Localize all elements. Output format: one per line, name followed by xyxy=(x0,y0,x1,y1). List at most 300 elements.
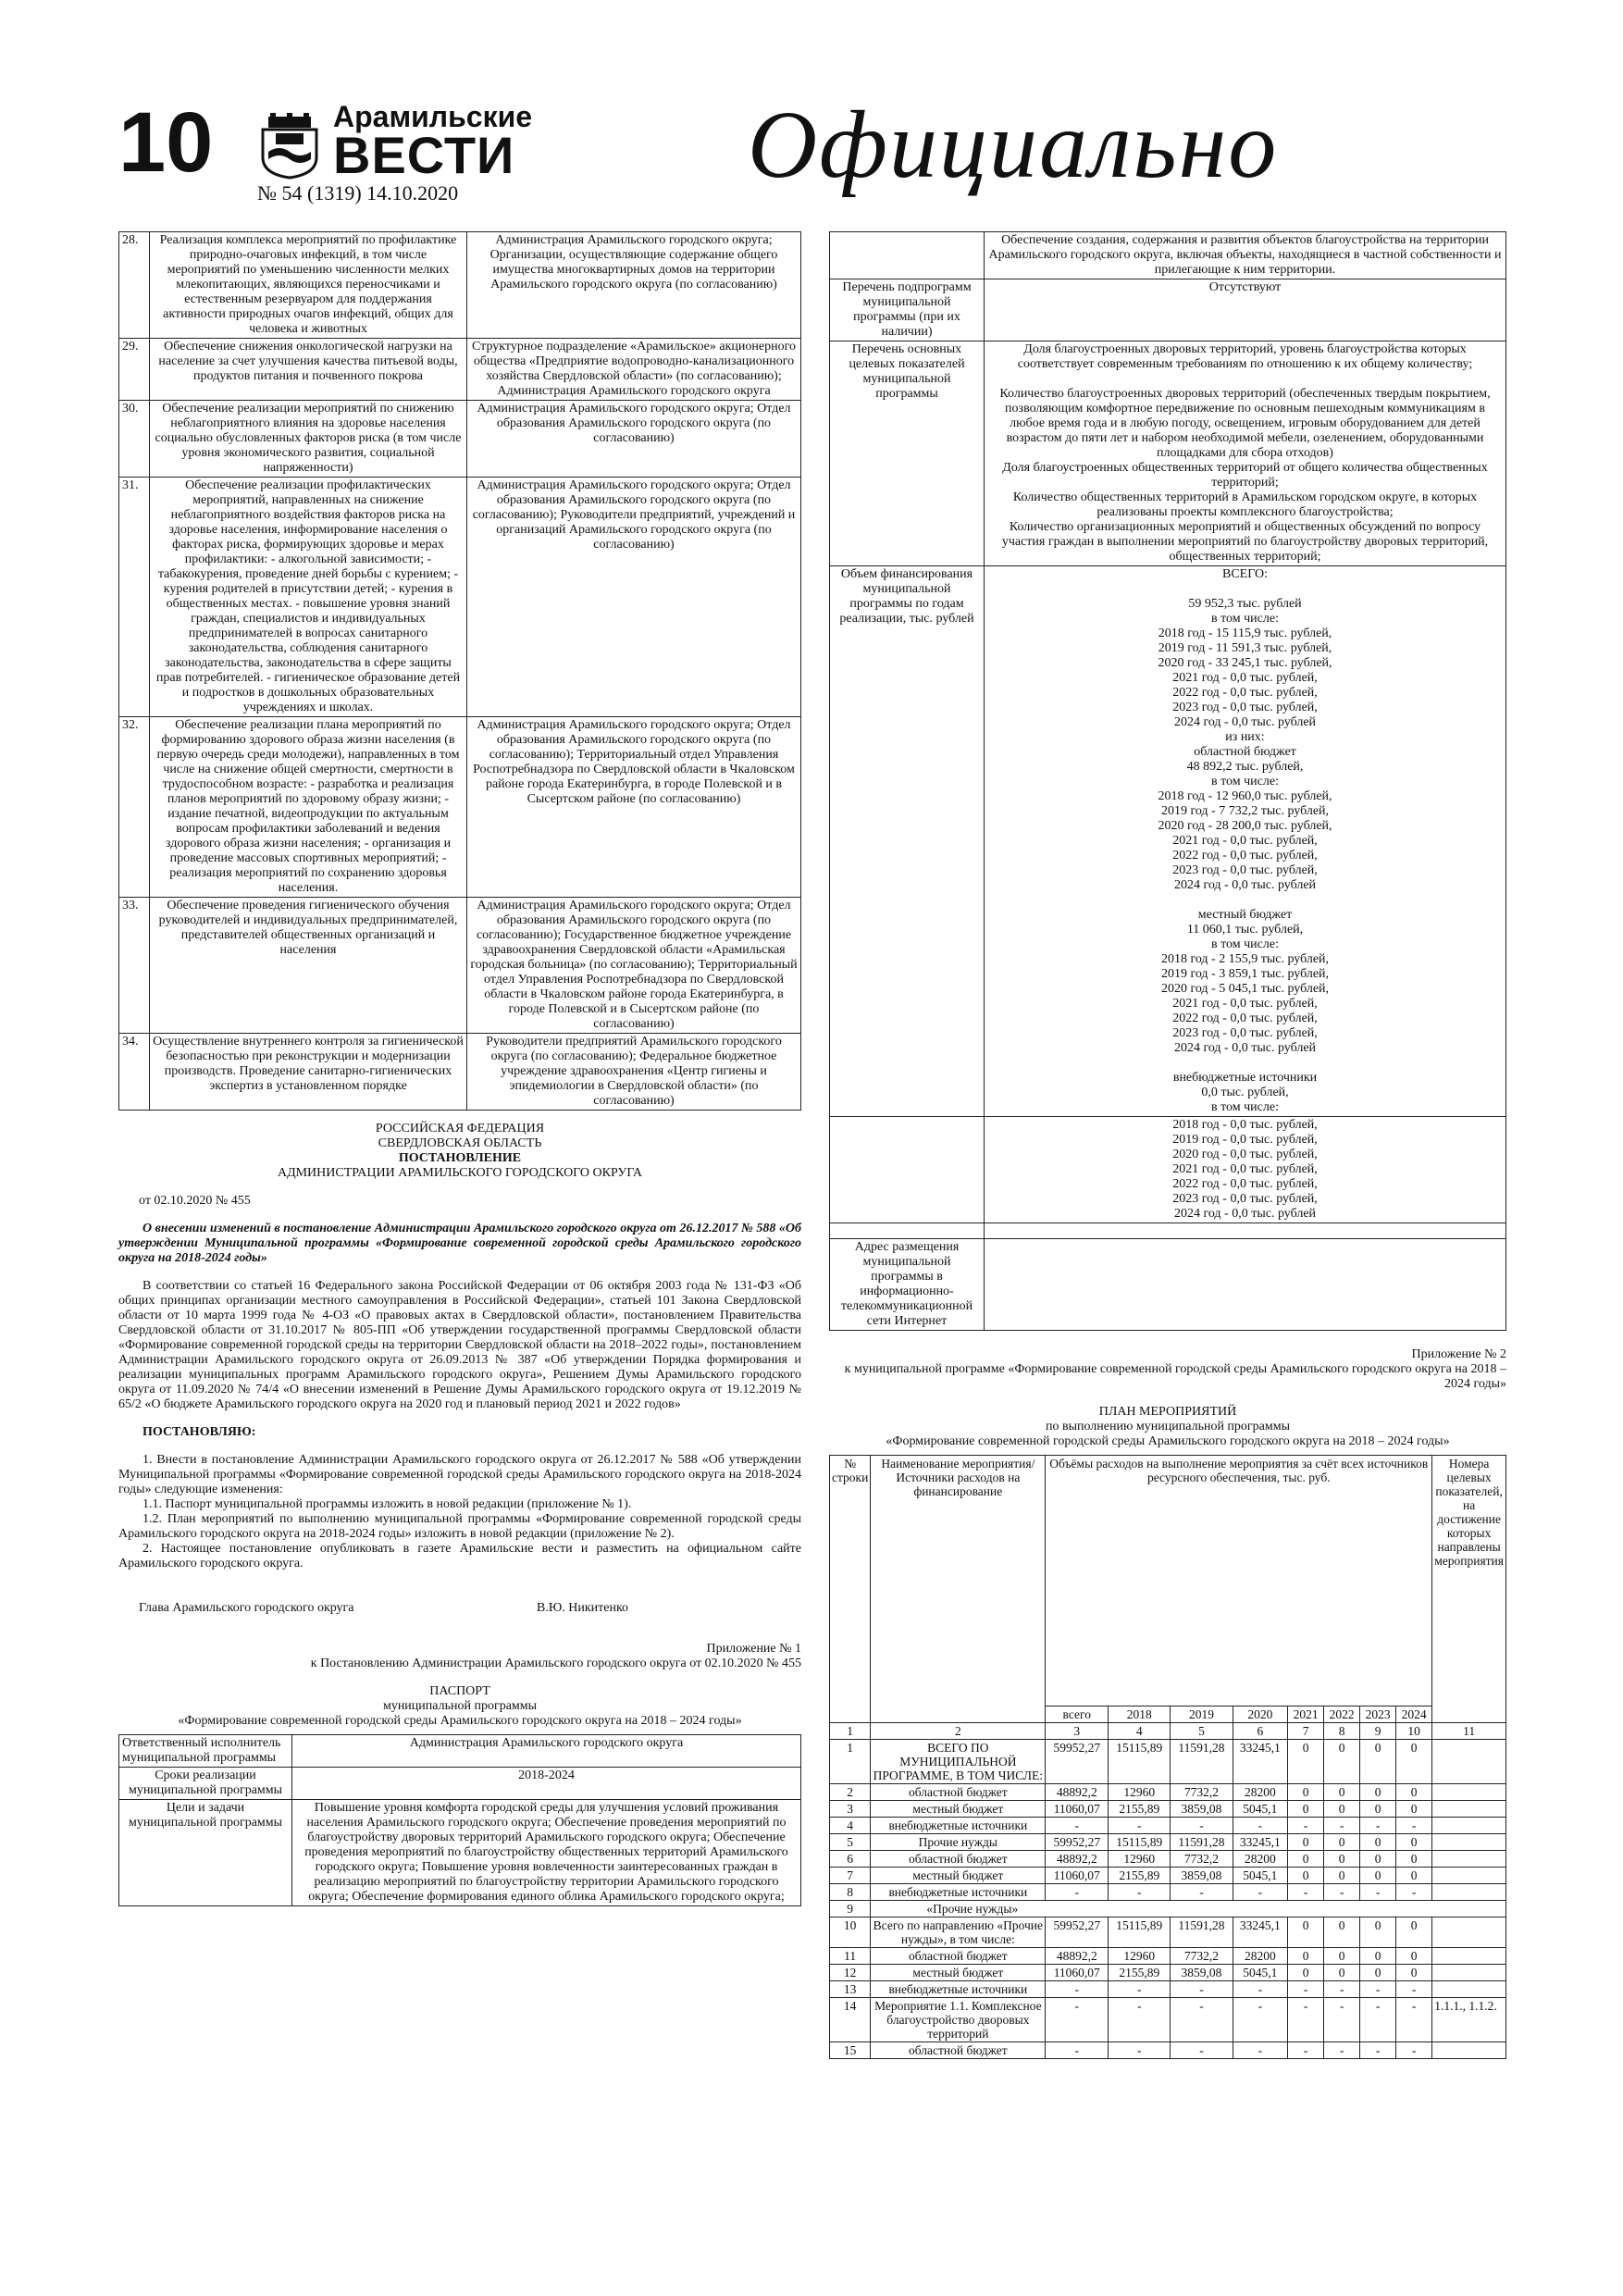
city-emblem-icon xyxy=(255,111,324,180)
plan-row-name: областной бюджет xyxy=(871,2042,1046,2059)
plan-cell-value: 0 xyxy=(1324,1801,1360,1818)
plan-title: ПЛАН МЕРОПРИЯТИЙ xyxy=(1098,1405,1237,1419)
plan-col-index: 10 xyxy=(1396,1723,1432,1740)
plan-row-name: Мероприятие 1.1. Комплексное благоустройство дворовых территорий xyxy=(871,1998,1046,2042)
fin-line: в том числе: xyxy=(1211,937,1279,951)
plan-cell-value: - xyxy=(1288,1998,1324,2042)
plan-cell-value: 0 xyxy=(1288,1965,1324,1981)
plan-cell-value: - xyxy=(1360,1981,1396,1998)
plan-year-header: 2022 xyxy=(1324,1706,1360,1723)
measure-row xyxy=(119,717,801,898)
passport-row xyxy=(119,1735,801,1768)
measure-row xyxy=(119,1034,801,1111)
fin-line: в том числе: xyxy=(1211,612,1279,626)
passport-row xyxy=(830,279,1506,341)
plan-cell-value: 7732,2 xyxy=(1171,1851,1233,1868)
plan-col-index: 3 xyxy=(1046,1723,1109,1740)
plan-row-name: внебюджетные источники xyxy=(871,1818,1046,1834)
decree-item-1-2: 1.2. План мероприятий по выполнению муниципальной программы «Формирование современной городской среды Арамильского городского округа на 2018-2024 годы» изложить в новой редакции (приложение № 2). xyxy=(118,1512,801,1541)
measure-description: Обеспечение проведения гигиенического обучения руководителей и индивидуальных предпринимателей, представителей общественных организаций и населения xyxy=(150,898,467,1034)
plan-row-indicators xyxy=(1432,1965,1506,1981)
decree-item-1: 1. Внести в постановление Администрации Арамильского городского округа от 26.12.2017 № 588 «Об утверждении Муниципальной программы «Формирование современной городской среды Арамильского городского округа на 2018-2024 годы» следующие изменения: xyxy=(118,1453,801,1496)
plan-row xyxy=(830,1998,1506,2042)
fin-line: 2018 год - 0,0 тыс. рублей, xyxy=(1172,1118,1318,1132)
passport-value: 2018-2024 xyxy=(292,1768,801,1800)
passport-row xyxy=(119,1800,801,1906)
plan-row xyxy=(830,1801,1506,1818)
fin-line: в том числе: xyxy=(1211,1100,1279,1114)
plan-cell-value: 0 xyxy=(1396,1740,1432,1784)
decree-item-1-1: 1.1. Паспорт муниципальной программы изложить в новой редакции (приложение № 1). xyxy=(142,1497,632,1511)
plan-row-number: 14 xyxy=(830,1998,871,2042)
plan-cell-value: 0 xyxy=(1324,1851,1360,1868)
passport-value: Повышение уровня комфорта городской среды для улучшения условий проживания населения Арамильского городского округа; Обеспечение проведения мероприятий по благоустройству дворовых территорий Арамильского городского округа; Обеспечение проведения мероприятий по благоустройству общественных территорий Арамильского городского округа; Повышение уровня вовлеченности заинтересованных граждан в реализацию мероприятий по благоустройству территории Арамильского городского округа; Обеспечение формирования единого облика Арамильского городского округа; xyxy=(292,1800,801,1906)
decree-signature xyxy=(118,1601,801,1620)
fin-line: 2022 год - 0,0 тыс. рублей, xyxy=(1172,849,1318,863)
measure-description: Обеспечение реализации плана мероприятий по формированию здорового образа жизни населения (в первую очередь среди молодежи), направленных в том числе на снижение общей смертности, смертности в трудоспособном возрасте: - разработка и реализация планов мероприятий по здоровому образу жизни; - издание печатной, видеопродукции по актуальным вопросам профилактики заболеваний и ведения здорового образа жизни населения; - организация и проведение массовых спортивных мероприятий; - реализация мероприятий по сохранению здоровья населения. xyxy=(150,717,467,898)
plan-row-name: местный бюджет xyxy=(871,1801,1046,1818)
passport-key: Сроки реализации муниципальной программы xyxy=(119,1768,292,1800)
plan-cell-value: - xyxy=(1046,2042,1109,2059)
plan-cell-value: - xyxy=(1171,1981,1233,1998)
plan-cell-value: - xyxy=(1360,2042,1396,2059)
fin-line: 2023 год - 0,0 тыс. рублей, xyxy=(1172,701,1318,714)
fin-line: 2018 год - 2 155,9 тыс. рублей, xyxy=(1160,952,1330,966)
plan-row-indicators xyxy=(1432,1801,1506,1818)
logo-title: ВЕСТИ xyxy=(333,126,515,184)
plan-cell-value: 33245,1 xyxy=(1233,1917,1288,1948)
measure-number: 32. xyxy=(119,717,150,898)
plan-cell-value: - xyxy=(1360,1818,1396,1834)
passport-row xyxy=(830,1117,1506,1223)
plan-cell-value: 15115,89 xyxy=(1109,1917,1171,1948)
appendix-1-ref: к Постановлению Администрации Арамильского городского округа от 02.10.2020 № 455 xyxy=(310,1657,801,1670)
plan-row xyxy=(830,1965,1506,1981)
plan-nums-row xyxy=(830,1723,1506,1740)
plan-row xyxy=(830,1851,1506,1868)
plan-cell-value: 28200 xyxy=(1233,1948,1288,1965)
plan-year-header: 2019 xyxy=(1171,1706,1233,1723)
measure-number: 29. xyxy=(119,339,150,401)
left-column xyxy=(118,231,801,1906)
measure-number: 31. xyxy=(119,478,150,717)
plan-cell-value: 5045,1 xyxy=(1233,1965,1288,1981)
plan-col-indicators: Номера целевых показателей, на достижение которых направлены мероприятия xyxy=(1432,1456,1506,1723)
plan-cell-value: 12960 xyxy=(1109,1948,1171,1965)
plan-cell-value: 5045,1 xyxy=(1233,1868,1288,1884)
plan-row xyxy=(830,1818,1506,1834)
plan-cell-value: 28200 xyxy=(1233,1851,1288,1868)
plan-cell-value: 3859,08 xyxy=(1171,1868,1233,1884)
decree-country: РОССИЙСКАЯ ФЕДЕРАЦИЯ xyxy=(375,1122,545,1136)
fin-total-lines xyxy=(987,597,1503,893)
plan-cell-value: 0 xyxy=(1396,1965,1432,1981)
appendix-1-title: Приложение № 1 xyxy=(706,1642,801,1656)
fin-line: 2024 год - 0,0 тыс. рублей xyxy=(1173,1207,1317,1221)
appendix-2-title: Приложение № 2 xyxy=(1411,1347,1506,1361)
fin-line: 2022 год - 0,0 тыс. рублей, xyxy=(1172,686,1318,700)
plan-col-index: 8 xyxy=(1324,1723,1360,1740)
plan-row-indicators xyxy=(1432,1917,1506,1948)
measure-description: Реализация комплекса мероприятий по профилактике природно-очаговых инфекций, в том числе мероприятий по уменьшению численности мелких млекопитающих, являющихся переносчиками и естественным резервуаром для поддержания активности природных очагов инфекций, общих для человека и животных xyxy=(150,232,467,339)
fin-line: 2020 год - 5 045,1 тыс. рублей, xyxy=(1160,982,1330,996)
plan-cell-value: 12960 xyxy=(1109,1851,1171,1868)
measure-number: 34. xyxy=(119,1034,150,1111)
decree-item-2: 2. Настоящее постановление опубликовать в газете Арамильские вести и разместить на официальном сайте Арамильского городского округа. xyxy=(118,1542,801,1570)
fin-line: 2020 год - 33 245,1 тыс. рублей, xyxy=(1158,656,1332,670)
plan-col-index: 1 xyxy=(830,1723,871,1740)
plan-row-number: 10 xyxy=(830,1917,871,1948)
passport-key: Ответственный исполнитель муниципальной программы xyxy=(119,1735,292,1768)
fin-line: 2022 год - 0,0 тыс. рублей, xyxy=(1172,1177,1318,1191)
passport-sub2: «Формирование современной городской среды Арамильского городского округа на 2018 – 2024 годы» xyxy=(178,1714,742,1728)
plan-cell-value: - xyxy=(1109,1981,1171,1998)
plan-row-number: 11 xyxy=(830,1948,871,1965)
plan-cell-value: 0 xyxy=(1360,1851,1396,1868)
plan-cell-value: - xyxy=(1288,1884,1324,1901)
plan-cell-value: 59952,27 xyxy=(1046,1834,1109,1851)
plan-cell-value: 11060,07 xyxy=(1046,1868,1109,1884)
decree-preamble: В соответствии со статьей 16 Федерального закона Российской Федерации от 06 октября 2003 года № 131-ФЗ «Об общих принципах организации местного самоуправления в Российской Федерации», статьей 101 Закона Свердловской области от 10 марта 1999 года № 4-ОЗ «О правовых актах в Свердловской области», постановлением Правительства Свердловской области от 31.10.2017 № 805-ПП «Об утверждении государственной программы Свердловской области «Формирование современной городской среды на территории Свердловской области на 2018–2022 годы», постановлением Администрации Арамильского городского округа от 26.09.2013 № 387 «Об утверждении Порядка формирования и реализации муниципальных программ Арамильского городского округа», Решением Думы Арамильского городского округа от 11.09.2020 № 74/4 «О внесении изменений в Решение Думы Арамильского городского округа от 19.12.2019 № 65/2 «О бюджете Арамильского городского округа на 2020 год и плановый период 2021 и 2022 годов» xyxy=(118,1279,801,1411)
plan-cell-value: - xyxy=(1233,1998,1288,2042)
measure-row xyxy=(119,232,801,339)
passport-key: Цели и задачи муниципальной программы xyxy=(119,1800,292,1906)
plan-cell-value: - xyxy=(1046,1818,1109,1834)
plan-row-indicators: 1.1.1., 1.1.2. xyxy=(1432,1998,1506,2042)
passport-row xyxy=(830,232,1506,279)
plan-row-number: 3 xyxy=(830,1801,871,1818)
fin-line: 11 060,1 тыс. рублей, xyxy=(1186,923,1304,937)
plan-col-amounts: Объёмы расходов на выполнение мероприятия за счёт всех источников ресурсного обеспечения, тыс. руб. xyxy=(1046,1456,1432,1706)
passport-row xyxy=(830,1223,1506,1239)
plan-row-number: 1 xyxy=(830,1740,871,1784)
passport-sub1: муниципальной программы xyxy=(382,1699,538,1713)
indicator: Количество организационных мероприятий и общественных обсуждений по вопросу участия граждан в выполнении мероприятий по благоустройству дворовых территорий, общественных территорий; xyxy=(1001,520,1489,564)
plan-row-number: 13 xyxy=(830,1981,871,1998)
decree-date: от 02.10.2020 № 455 xyxy=(139,1194,251,1208)
plan-row xyxy=(830,1740,1506,1784)
indicator: Доля благоустроенных дворовых территорий, уровень благоустройства которых соответствует современным требованиям по отношению к их общему количеству; xyxy=(1017,342,1473,371)
plan-row-indicators xyxy=(1432,1851,1506,1868)
plan-cell-value: 15115,89 xyxy=(1109,1740,1171,1784)
plan-row-number: 6 xyxy=(830,1851,871,1868)
plan-cell-value: 0 xyxy=(1288,1801,1324,1818)
plan-row-indicators xyxy=(1432,1740,1506,1784)
measure-responsible: Администрация Арамильского городского округа; Отдел образования Арамильского городского округа (по согласованию); Государственное бюджетное учреждение здравоохранения Свердловской области «Арамильская городская больница» (по согласованию); Территориальный отдел Управления Роспотребнадзора по Свердловской области в Чкаловском районе города Екатеринбурга, в городе Полевской и в Сысертском районе (по согласованию) xyxy=(467,898,801,1034)
decree xyxy=(118,1122,801,1620)
fin-line: 0,0 тыс. рублей, xyxy=(1201,1086,1289,1099)
plan-row-indicators xyxy=(1432,2042,1506,2059)
plan-row-indicators xyxy=(1432,1868,1506,1884)
plan-sub2: «Формирование современной городской среды Арамильского городского округа на 2018 – 2024 годы» xyxy=(886,1434,1450,1448)
plan-col-index: 6 xyxy=(1233,1723,1288,1740)
plan-cell-value: 0 xyxy=(1360,1965,1396,1981)
decree-subject: О внесении изменений в постановление Администрации Арамильского городского округа от 26.12.2017 № 588 «Об утверждении Муниципальной программы «Формирование современной городской среды Арамильского городского округа на 2018-2024 годы» xyxy=(118,1222,801,1265)
plan-year-header: 2024 xyxy=(1396,1706,1432,1723)
plan-cell-value: - xyxy=(1324,1998,1360,2042)
plan-row xyxy=(830,2042,1506,2059)
indicator: Количество благоустроенных дворовых территорий (обеспеченных твердым покрытием, позволяющим комфортное передвижение по основным пешеходным коммуникациям в любое время года и в любую погоду, освещением, игровым оборудованием для детей возрастом до пяти лет и набором необходимой мебели, озеленением, оборудованными площадками для сбора отходов) xyxy=(999,387,1491,460)
plan-cell-value: - xyxy=(1046,1998,1109,2042)
fin-line: областной бюджет xyxy=(1194,745,1296,759)
head-name: В.Ю. Никитенко xyxy=(537,1601,629,1615)
plan-cell-value: 0 xyxy=(1396,1868,1432,1884)
passport-table xyxy=(118,1734,801,1906)
plan-cell-value: - xyxy=(1046,1981,1109,1998)
plan-cell-value: - xyxy=(1324,1884,1360,1901)
plan-year-header: 2023 xyxy=(1360,1706,1396,1723)
plan-sub1: по выполнению муниципальной программы xyxy=(1045,1420,1291,1433)
fin-line: внебюджетные источники xyxy=(1172,1071,1318,1085)
plan-row-name: внебюджетные источники xyxy=(871,1981,1046,1998)
measures-table xyxy=(118,231,801,1111)
plan-cell-value: - xyxy=(1233,1981,1288,1998)
measure-number: 33. xyxy=(119,898,150,1034)
plan-row-number: 2 xyxy=(830,1784,871,1801)
measure-row xyxy=(119,339,801,401)
plan-cell-value: - xyxy=(1324,2042,1360,2059)
fin-line: местный бюджет xyxy=(1197,908,1293,922)
fin-line: 2022 год - 0,0 тыс. рублей, xyxy=(1172,1011,1318,1025)
fin-line: 2023 год - 0,0 тыс. рублей, xyxy=(1172,1026,1318,1040)
fin-line: 2018 год - 15 115,9 тыс. рублей, xyxy=(1158,627,1332,640)
measure-description: Обеспечение снижения онкологической нагрузки на население за счет улучшения качества питьевой воды, продуктов питания и почвенного покрова xyxy=(150,339,467,401)
plan-cell-value: 0 xyxy=(1324,1965,1360,1981)
plan-cell-value: 0 xyxy=(1324,1868,1360,1884)
plan-cell-value: 15115,89 xyxy=(1109,1834,1171,1851)
plan-col-index: 5 xyxy=(1171,1723,1233,1740)
fin-line: 2021 год - 0,0 тыс. рублей, xyxy=(1172,1162,1318,1176)
plan-col-name: Наименование мероприятия/Источники расходов на финансирование xyxy=(871,1456,1046,1723)
plan-row-name: внебюджетные источники xyxy=(871,1884,1046,1901)
plan-row-indicators xyxy=(1432,1818,1506,1834)
plan-col-index: 4 xyxy=(1109,1723,1171,1740)
measure-number: 28. xyxy=(119,232,150,339)
plan-row xyxy=(830,1834,1506,1851)
head-title: Глава Арамильского городского округа xyxy=(139,1601,354,1615)
plan-cell-value: - xyxy=(1360,1884,1396,1901)
fin-line: 2020 год - 0,0 тыс. рублей, xyxy=(1172,1148,1318,1161)
plan-cell-value: 0 xyxy=(1360,1868,1396,1884)
passport-value: Отсутствуют xyxy=(985,279,1506,341)
plan-table xyxy=(829,1455,1506,2059)
decree-region: СВЕРДЛОВСКАЯ ОБЛАСТЬ xyxy=(378,1136,542,1150)
passport-value xyxy=(985,341,1506,566)
plan-cell-value: - xyxy=(1046,1884,1109,1901)
plan-cell-value: - xyxy=(1396,1884,1432,1901)
fin-line: 59 952,3 тыс. рублей xyxy=(1188,597,1302,611)
plan-cell-value: 0 xyxy=(1324,1784,1360,1801)
plan-cell-value: 48892,2 xyxy=(1046,1948,1109,1965)
plan-cell-value: - xyxy=(1288,2042,1324,2059)
plan-row xyxy=(830,1948,1506,1965)
fin-line: 2019 год - 3 859,1 тыс. рублей, xyxy=(1160,967,1330,981)
plan-row-number: 7 xyxy=(830,1868,871,1884)
plan-row-number: 15 xyxy=(830,2042,871,2059)
plan-cell-value: 0 xyxy=(1324,1948,1360,1965)
plan-cell-value: 0 xyxy=(1324,1740,1360,1784)
passport-row xyxy=(830,1239,1506,1331)
plan-cell-value: 0 xyxy=(1396,1851,1432,1868)
fin-line: 2024 год - 0,0 тыс. рублей xyxy=(1173,1041,1317,1055)
fin-line: 2024 год - 0,0 тыс. рублей xyxy=(1173,715,1317,729)
plan-row-indicators xyxy=(1432,1948,1506,1965)
decree-resolve: ПОСТАНОВЛЯЮ: xyxy=(142,1425,256,1439)
plan-row-name: местный бюджет xyxy=(871,1965,1046,1981)
fin-line: в том числе: xyxy=(1211,775,1279,788)
measure-row xyxy=(119,401,801,478)
plan-year-header: 2021 xyxy=(1288,1706,1324,1723)
plan-year-header: 2020 xyxy=(1233,1706,1288,1723)
appendix-2-ref: к муниципальной программе «Формирование современной городской среды Арамильского городского округа на 2018 – 2024 годы» xyxy=(844,1362,1506,1391)
plan-section-title: «Прочие нужды» xyxy=(871,1901,1506,1917)
plan-cell-value: 0 xyxy=(1396,1784,1432,1801)
plan-cell-value: - xyxy=(1288,1981,1324,1998)
newspaper-logo xyxy=(255,100,626,184)
plan-col-num: № строки xyxy=(830,1456,871,1723)
plan-cell-value: - xyxy=(1324,1981,1360,1998)
plan-col-index: 9 xyxy=(1360,1723,1396,1740)
fin-line: 2019 год - 11 591,3 тыс. рублей, xyxy=(1158,641,1332,655)
plan-year-header: 2018 xyxy=(1109,1706,1171,1723)
plan-cell-value: - xyxy=(1360,1998,1396,2042)
plan-cell-value: 48892,2 xyxy=(1046,1851,1109,1868)
plan-row xyxy=(830,1901,1506,1917)
plan-cell-value: 0 xyxy=(1360,1784,1396,1801)
plan-cell-value: 0 xyxy=(1324,1917,1360,1948)
measure-responsible: Руководители предприятий Арамильского городского округа (по согласованию); Федеральное бюджетное учреждение здравоохранения «Центр гигиены и эпидемиологии в Свердловской области» (по согласованию) xyxy=(467,1034,801,1111)
measure-responsible: Структурное подразделение «Арамильское» акционерного общества «Предприятие водопроводно-канализационного хозяйства Свердловской области» (по согласованию); Администрация Арамильского городского округа xyxy=(467,339,801,401)
fin-line: 2023 год - 0,0 тыс. рублей, xyxy=(1172,1192,1318,1206)
plan-row xyxy=(830,1868,1506,1884)
right-column xyxy=(829,231,1506,2059)
plan-row-number: 5 xyxy=(830,1834,871,1851)
fin-line: 48 892,2 тыс. рублей, xyxy=(1186,760,1304,774)
plan-row-name: областной бюджет xyxy=(871,1948,1046,1965)
passport-table-cont xyxy=(829,231,1506,1331)
fin-extra-years xyxy=(985,1117,1506,1223)
plan-cell-value: 3859,08 xyxy=(1171,1965,1233,1981)
fin-line: 2018 год - 12 960,0 тыс. рублей, xyxy=(1158,789,1332,803)
measure-responsible: Администрация Арамильского городского округа; Отдел образования Арамильского городского округа (по согласованию); Руководители предприятий, учреждений и организаций Арамильского городского округа (по согласованию) xyxy=(467,478,801,717)
plan-cell-value: 0 xyxy=(1360,1740,1396,1784)
plan-cell-value: 0 xyxy=(1288,1851,1324,1868)
plan-row-name: Прочие нужды xyxy=(871,1834,1046,1851)
plan-cell-value: 0 xyxy=(1396,1834,1432,1851)
plan-row-name: областной бюджет xyxy=(871,1784,1046,1801)
plan-cell-value: 0 xyxy=(1360,1948,1396,1965)
plan-cell-value: - xyxy=(1233,1818,1288,1834)
plan-cell-value: 0 xyxy=(1360,1801,1396,1818)
plan-cell-value: 48892,2 xyxy=(1046,1784,1109,1801)
indicator: Количество общественных территорий в Арамильском городском округе, в которых реализованы проекты комплексного благоустройства; xyxy=(1012,490,1478,519)
section-title: Официально xyxy=(748,92,1279,198)
page-header xyxy=(118,92,1279,211)
plan-header-row xyxy=(830,1456,1506,1706)
plan-cell-value: - xyxy=(1288,1818,1324,1834)
plan-cell-value: 11591,28 xyxy=(1171,1917,1233,1948)
decree-type: ПОСТАНОВЛЕНИЕ xyxy=(398,1151,522,1165)
plan-cell-value: - xyxy=(1396,1818,1432,1834)
passport-key: Объем финансирования муниципальной программы по годам реализации, тыс. рублей xyxy=(830,566,985,1117)
plan-row-number: 9 xyxy=(830,1901,871,1917)
fin-local-lines xyxy=(987,908,1503,1056)
plan-cell-value: 11060,07 xyxy=(1046,1965,1109,1981)
plan-cell-value: - xyxy=(1109,1818,1171,1834)
plan-cell-value: - xyxy=(1396,1998,1432,2042)
passport-goal-cont: Обеспечение создания, содержания и развития объектов благоустройства на территории Арамильского городского округа, включая объекты, находящиеся в частной собственности и прилегающие к ним территории. xyxy=(985,232,1506,279)
plan-cell-value: 3859,08 xyxy=(1171,1801,1233,1818)
plan-cell-value: 0 xyxy=(1288,1834,1324,1851)
plan-row xyxy=(830,1981,1506,1998)
plan-cell-value: 0 xyxy=(1360,1834,1396,1851)
fin-line: 2020 год - 28 200,0 тыс. рублей, xyxy=(1158,819,1332,833)
plan-cell-value: 11060,07 xyxy=(1046,1801,1109,1818)
passport-title: ПАСПОРТ xyxy=(429,1684,490,1698)
measure-description: Обеспечение реализации мероприятий по снижению неблагоприятного влияния на здоровье населения социально обусловленных факторов риска (в том числе уровня экономического развития, социальной напряженности) xyxy=(150,401,467,478)
plan-row xyxy=(830,1917,1506,1948)
passport-key: Адрес размещения муниципальной программы в информационно-телекоммуникационной сети Интернет xyxy=(830,1239,985,1331)
plan-row xyxy=(830,1784,1506,1801)
passport-row xyxy=(830,341,1506,566)
fin-extra-lines xyxy=(987,1071,1503,1115)
plan-cell-value: 2155,89 xyxy=(1109,1965,1171,1981)
plan-cell-value: 0 xyxy=(1360,1917,1396,1948)
plan-cell-value: 0 xyxy=(1288,1784,1324,1801)
measure-responsible: Администрация Арамильского городского округа; Организации, осуществляющие содержание общего имущества многоквартирных домов на территории Арамильского городского округа (по согласованию) xyxy=(467,232,801,339)
plan-cell-value: - xyxy=(1396,2042,1432,2059)
plan-cell-value: - xyxy=(1171,1818,1233,1834)
passport-value xyxy=(985,566,1506,1117)
measure-responsible: Администрация Арамильского городского округа; Отдел образования Арамильского городского округа (по согласованию); Территориальный отдел Управления Роспотребнадзора по Свердловской области в Чкаловском районе города Екатеринбурга, в городе Полевской и в Сысертском районе (по согласованию) xyxy=(467,717,801,898)
plan-cell-value: 59952,27 xyxy=(1046,1917,1109,1948)
plan-cell-value: - xyxy=(1109,2042,1171,2059)
plan-cell-value: 59952,27 xyxy=(1046,1740,1109,1784)
plan-cell-value: 11591,28 xyxy=(1171,1834,1233,1851)
plan-row-name: ВСЕГО ПО МУНИЦИПАЛЬНОЙ ПРОГРАММЕ, В ТОМ ЧИСЛЕ: xyxy=(871,1740,1046,1784)
plan-cell-value: 33245,1 xyxy=(1233,1740,1288,1784)
plan-cell-value: - xyxy=(1233,1884,1288,1901)
plan-cell-value: 7732,2 xyxy=(1171,1948,1233,1965)
plan-cell-value: 28200 xyxy=(1233,1784,1288,1801)
plan-cell-value: - xyxy=(1109,1998,1171,2042)
plan-cell-value: 0 xyxy=(1396,1948,1432,1965)
fin-line: 2023 год - 0,0 тыс. рублей, xyxy=(1172,863,1318,877)
plan-cell-value: 0 xyxy=(1396,1801,1432,1818)
plan-row-name: местный бюджет xyxy=(871,1868,1046,1884)
indicator: Доля благоустроенных общественных территорий от общего количества общественных территорий; xyxy=(1002,461,1488,490)
plan-row-number: 4 xyxy=(830,1818,871,1834)
passport-key: Перечень подпрограмм муниципальной программы (при их наличии) xyxy=(830,279,985,341)
plan-cell-value: 33245,1 xyxy=(1233,1834,1288,1851)
plan-cell-value: - xyxy=(1324,1818,1360,1834)
plan-cell-value: 0 xyxy=(1324,1834,1360,1851)
plan-cell-value: 0 xyxy=(1288,1948,1324,1965)
page-number: 10 xyxy=(118,95,214,190)
plan-row-indicators xyxy=(1432,1981,1506,1998)
measure-row xyxy=(119,478,801,717)
plan-cell-value: 0 xyxy=(1396,1917,1432,1948)
plan-cell-value: 12960 xyxy=(1109,1784,1171,1801)
plan-cell-value: 2155,89 xyxy=(1109,1868,1171,1884)
plan-row xyxy=(830,1884,1506,1901)
decree-authority: АДМИНИСТРАЦИИ АРАМИЛЬСКОГО ГОРОДСКОГО ОКРУГА xyxy=(277,1166,643,1180)
measure-description: Обеспечение реализации профилактических мероприятий, направленных на снижение неблагоприятного воздействия факторов риска на здоровье населения, информирование населения о факторах риска, формирующих здоровье и мерах профилактики: - алкогольной зависимости; - табакокурения, проведение дней борьбы с курением; - курения родителей в присутствии детей; - курения в общественных местах. - повышение уровня знаний граждан, специалистов и индивидуальных предпринимателей в вопросах санитарного законодательства, соблюдения санитарного законодательства, законодательства в сфере защиты прав потребителей. - гигиеническое образование детей и подростков в дошкольных образовательных учреждениях и школах. xyxy=(150,478,467,717)
appendix-2 xyxy=(829,1347,1506,1449)
passport-row xyxy=(119,1768,801,1800)
plan-cell-value: 0 xyxy=(1288,1917,1324,1948)
plan-cell-value: 0 xyxy=(1288,1868,1324,1884)
